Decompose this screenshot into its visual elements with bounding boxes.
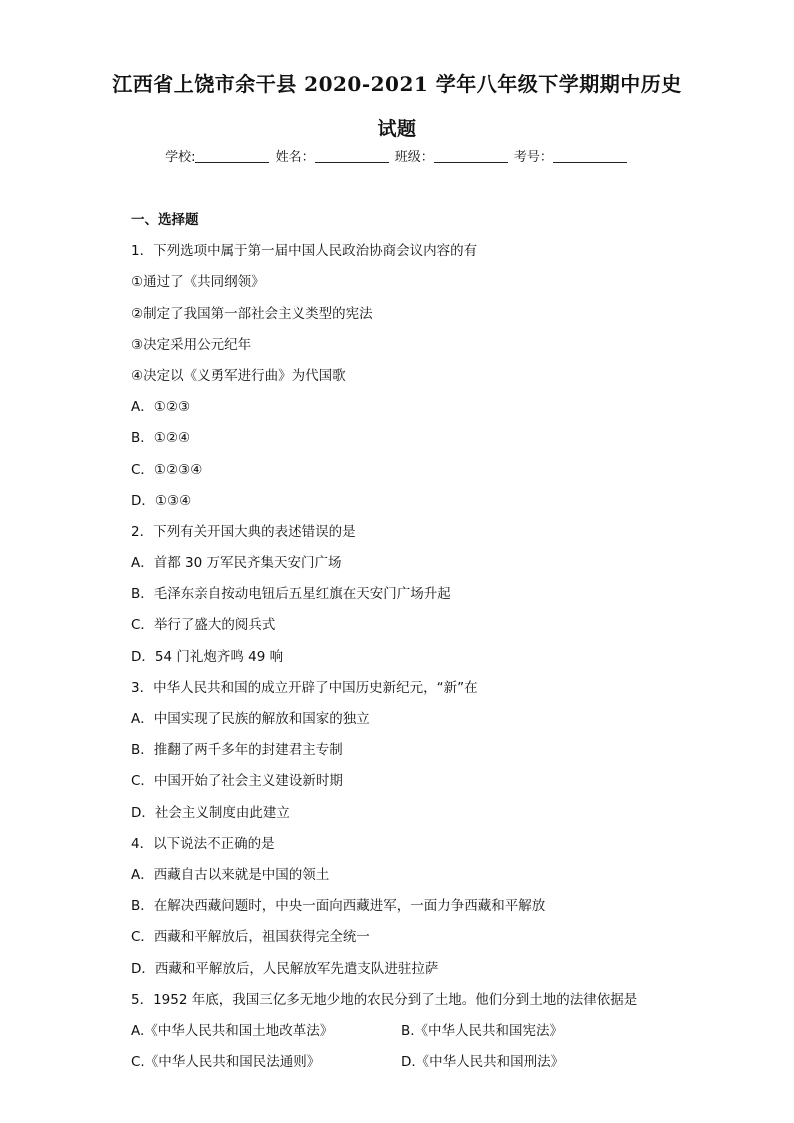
question-stem: 3．中华人民共和国的成立开辟了中国历史新纪元，“新”在 — [131, 679, 478, 696]
student-info-row — [0, 146, 794, 165]
answer-option: B．推翻了两千多年的封建君主专制 — [131, 742, 343, 759]
answer-option: D．①③④ — [131, 492, 192, 509]
section-heading: 一、选择题 — [131, 212, 199, 228]
answer-option: A．①②③ — [131, 399, 191, 416]
answer-option: A．中国实现了民族的解放和国家的独立 — [131, 711, 370, 727]
answer-option: A．首都 30 万军民齐集天安门广场 — [131, 555, 342, 572]
answer-option: B．毛泽东亲自按动电钮后五星红旗在天安门广场升起 — [131, 586, 451, 603]
answer-option: C.《中华人民共和国民法通则》 — [131, 1054, 321, 1071]
question-stem: 4．以下说法不正确的是 — [131, 835, 275, 852]
question-content — [131, 205, 671, 1078]
document-title-line2: 试题 — [377, 118, 417, 140]
statement-item: ④决定以《义勇军进行曲》为代国歌 — [131, 367, 346, 384]
statement-item: ②制定了我国第一部社会主义类型的宪法 — [131, 305, 373, 322]
name-label: 姓名： — [275, 150, 315, 165]
answer-option: C．①②③④ — [131, 461, 203, 478]
school-label: 学校: — [165, 150, 196, 165]
question-stem: 1．下列选项中属于第一届中国人民政治协商会议内容的有 — [131, 243, 478, 260]
exam-no-label: 考号： — [513, 150, 553, 165]
option-row — [131, 1047, 671, 1078]
answer-option: D．西藏和平解放后，人民解放军先遣支队进驻拉萨 — [131, 960, 439, 977]
answer-option: A.《中华人民共和国土地改革法》 — [131, 1022, 334, 1039]
answer-option: B．在解决西藏问题时，中央一面向西藏进军，一面力争西藏和平解放 — [131, 898, 546, 915]
exam-no-blank[interactable] — [553, 149, 627, 163]
name-blank[interactable] — [315, 149, 389, 163]
statement-item: ①通过了《共同纲领》 — [131, 274, 265, 291]
answer-option: B．①②④ — [131, 430, 191, 447]
question-stem: 2．下列有关开国大典的表述错误的是 — [131, 523, 356, 540]
class-blank[interactable] — [434, 149, 508, 163]
answer-option: D．54 门礼炮齐鸣 49 响 — [131, 648, 284, 665]
answer-option: C．举行了盛大的阅兵式 — [131, 617, 276, 634]
answer-option: B.《中华人民共和国宪法》 — [401, 1022, 564, 1039]
document-title-line1: 江西省上饶市余干县 2020-2021 学年八年级下学期期中历史 — [112, 72, 682, 96]
class-label: 班级： — [394, 150, 434, 165]
question-stem: 5．1952 年底，我国三亿多无地少地的农民分到了土地。他们分到土地的法律依据是 — [131, 991, 638, 1008]
answer-option: D．社会主义制度由此建立 — [131, 804, 290, 821]
statement-item: ③决定采用公元纪年 — [131, 336, 252, 353]
answer-option: C．西藏和平解放后，祖国获得完全统一 — [131, 929, 370, 946]
option-row — [131, 1016, 671, 1047]
answer-option: C．中国开始了社会主义建设新时期 — [131, 773, 343, 790]
answer-option: D.《中华人民共和国刑法》 — [401, 1054, 565, 1071]
answer-option: A．西藏自古以来就是中国的领土 — [131, 866, 330, 883]
school-blank[interactable] — [195, 149, 269, 163]
